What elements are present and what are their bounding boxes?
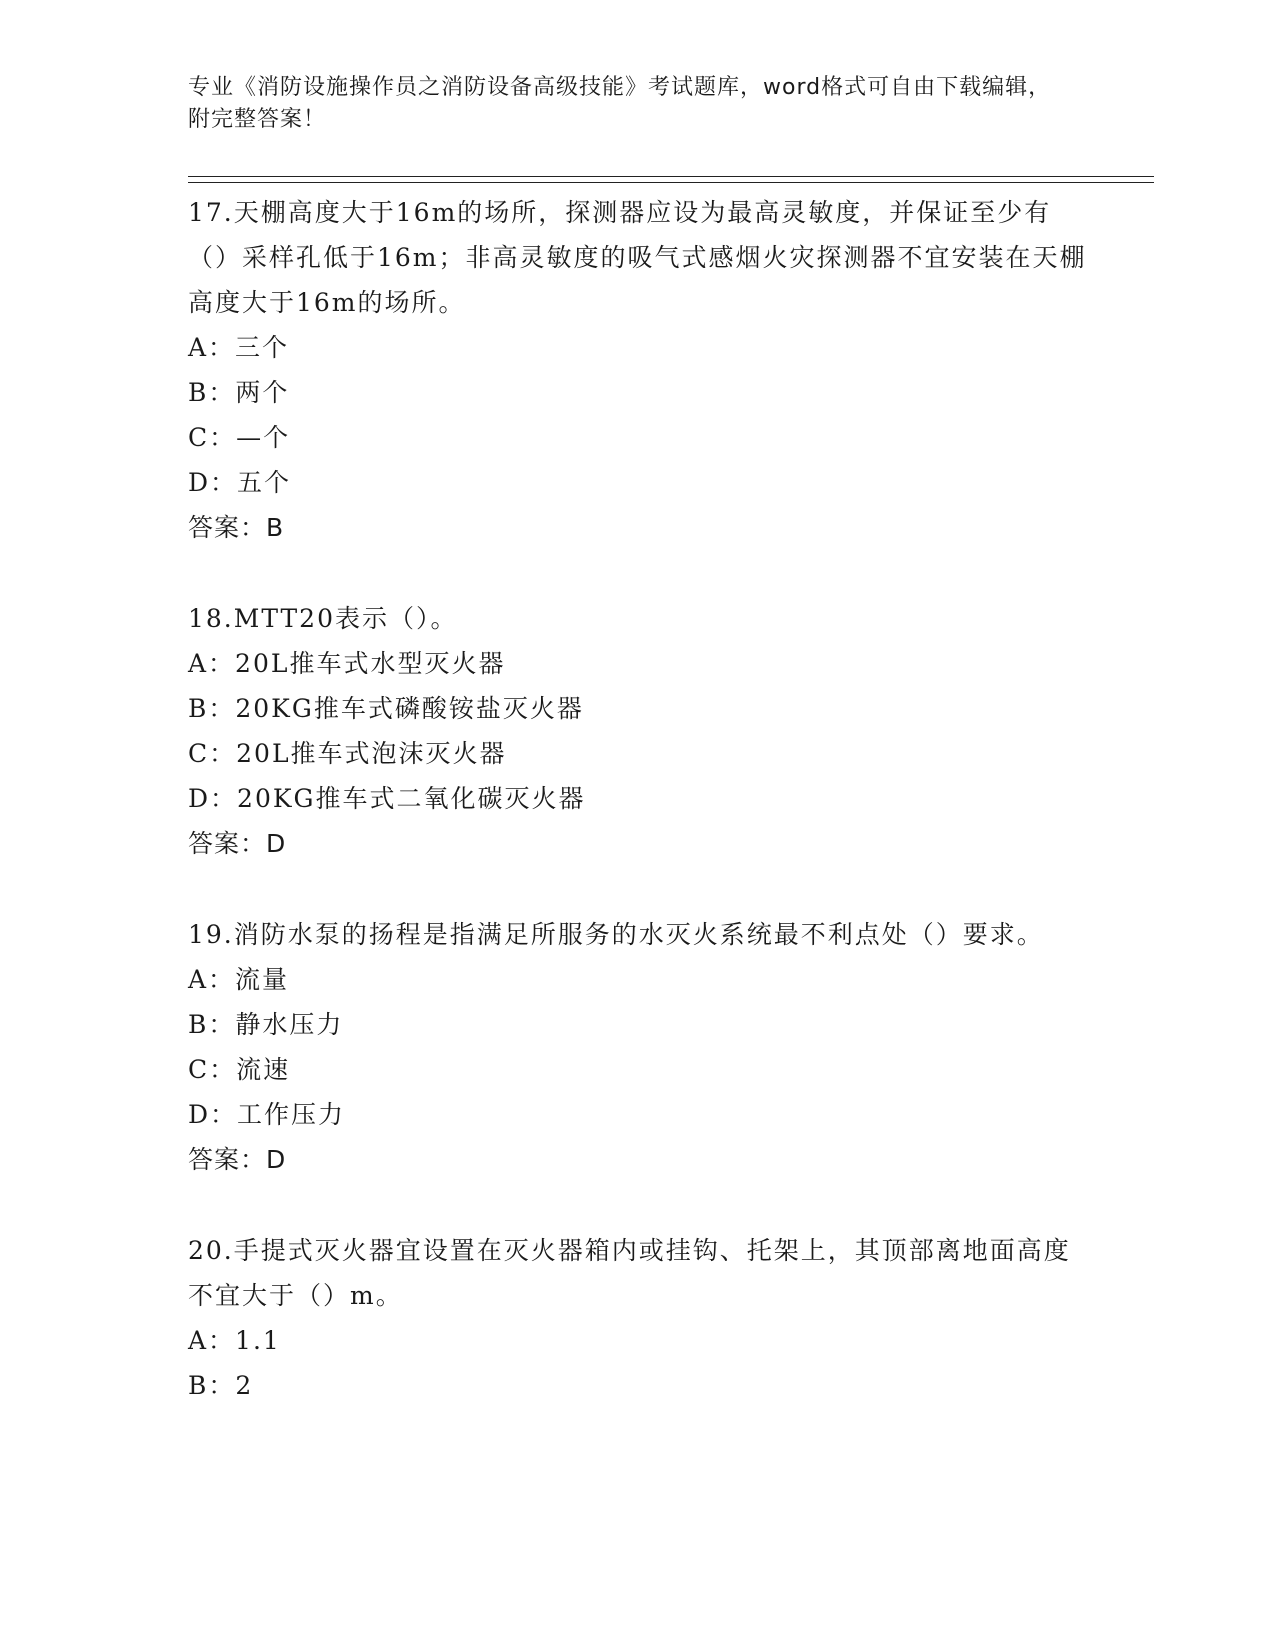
question-text: 17.天棚高度大于16m的场所，探测器应设为最高灵敏度，并保证至少有（）采样孔低于16m；非高灵敏度的吸气式感烟火灾探测器不宜安装在天棚高度大于16m的场所。 — [188, 198, 1087, 317]
option-c: C：20L推车式泡沫灭火器 — [188, 739, 507, 768]
answer: 答案：D — [188, 1145, 287, 1174]
answer: 答案：B — [188, 513, 285, 542]
option-c: C：—个 — [188, 423, 291, 452]
option-b: B：静水压力 — [188, 1010, 344, 1039]
option-a: A：1.1 — [188, 1326, 281, 1355]
option-b: B：20KG推车式磷酸铵盐灭火器 — [188, 694, 584, 723]
document-header: 专业《消防设施操作员之消防设备高级技能》考试题库，word格式可自由下载编辑，附完整答案！ — [188, 75, 1052, 132]
option-a: A：流量 — [188, 965, 290, 994]
answer: 答案：D — [188, 829, 287, 858]
option-b: B：两个 — [188, 378, 290, 407]
question-20 — [188, 1228, 1088, 1408]
option-b: B：2 — [188, 1371, 254, 1400]
option-a: A：20L推车式水型灭火器 — [188, 649, 506, 678]
option-d: D：20KG推车式二氧化碳灭火器 — [188, 784, 586, 813]
question-list — [188, 190, 1088, 1454]
option-a: A：三个 — [188, 333, 290, 362]
header-divider-bottom — [188, 182, 1154, 183]
option-c: C：流速 — [188, 1055, 291, 1084]
question-text: 20.手提式灭火器宜设置在灭火器箱内或挂钩、托架上，其顶部离地面高度不宜大于（）m。 — [188, 1236, 1071, 1310]
question-18 — [188, 596, 1088, 866]
option-d: D：工作压力 — [188, 1100, 346, 1129]
question-text: 18.MTT20表示（）。 — [188, 604, 458, 633]
question-17 — [188, 190, 1088, 550]
header-divider-top — [188, 176, 1154, 177]
option-d: D：五个 — [188, 468, 292, 497]
question-text: 19.消防水泵的扬程是指满足所服务的水灭火系统最不利点处（）要求。 — [188, 920, 1044, 949]
question-19 — [188, 912, 1088, 1182]
